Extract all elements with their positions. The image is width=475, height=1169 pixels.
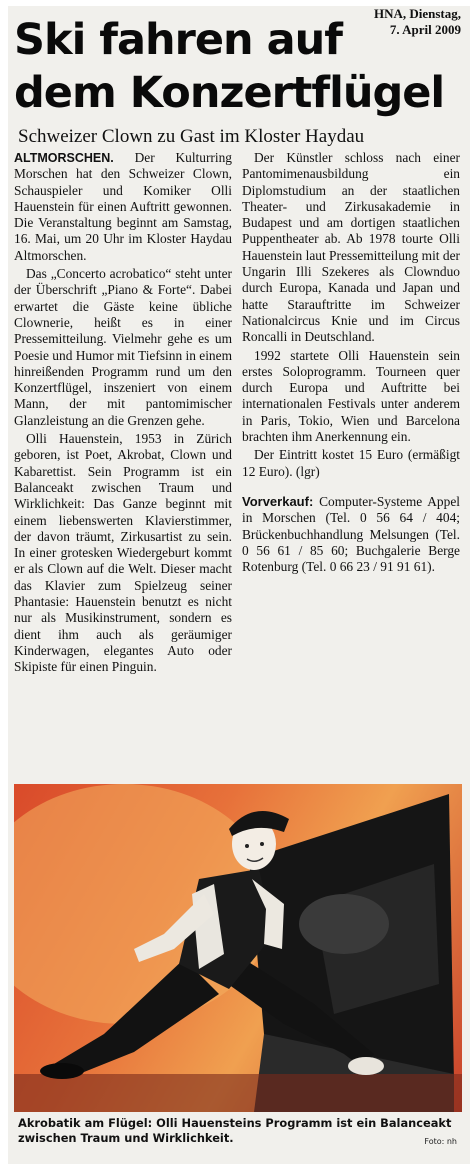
article-photo — [14, 784, 462, 1112]
article-column-right — [242, 150, 460, 780]
photo-credit: Foto: nh — [424, 1137, 457, 1146]
paragraph-4: Der Künstler schloss nach einer Pantomimenausbildung ein Diplomstudium an der staatlichen Theater- und Zirkusakademie in Budapest und am dortigen staatlichen Puppentheater ab. Ab 1978 tourte Olli Hauenstein laut Pressemitteilung mit der Ungarin Illi Szekeres als Clownduo durch Europa, Kanada und Japan und hatte Starauftritte im Schweizer Nationalcircus Knie und im Circus Roncalli in Deutschland. — [242, 150, 460, 345]
article-body — [14, 150, 460, 780]
paragraph-2: Das „Concerto acrobatico“ steht unter der Überschrift „Piano & Forte“. Dabei erwartet die Gäste keine übliche Clownerie, heißt es in einer Pressemitteilung. Vielmehr gehe es um Poesie und Humor mit Tiefsinn in einem hinreißenden Programm rund um den Konzertflügel, inszeniert von einem Mann, der mit pantomimischer Glanzleistung an die Grenzen gehe. — [14, 266, 232, 428]
paragraph-1 — [14, 150, 232, 264]
presale-info — [242, 494, 460, 575]
clown-on-piano-illustration — [14, 784, 462, 1112]
presale-label: Vorverkauf: — [242, 493, 314, 509]
dateline: ALTMORSCHEN. — [14, 151, 114, 165]
presale-text: Computer-Systeme Appel in Morschen (Tel. 0 56 64 / 404; Brückenbuchhandlung Melsungen (Tel. 0 56 61 / 85 60; Buchgalerie Berge Rotenburg (Tel. 0 66 23 / 91 91 61). — [242, 493, 460, 575]
paragraph-6: Der Eintritt kostet 15 Euro (ermäßigt 12 Euro). (lgr) — [242, 447, 460, 479]
paragraph-3: Olli Hauenstein, 1953 in Zürich geboren, ist Poet, Akrobat, Clown und Kabarettist. Sein Programm ist ein Balanceakt zwischen Traum und Wirklichkeit: Das Ganze beginnt mit einem liebenswerten Klavierstimmer, der davon träumt, Zirkusartist zu sein. In einer grotesken Wiedergeburt kommt er als Clown auf die Welt. Dieser macht das Klavier zum Spielzeug seiner Phantasie: Hauenstein benutzt es nicht nur als Musikinstrument, sondern es dient ihm auch als geräumiger Kinderwagen, elegantes Auto oder Skipiste für einen Pinguin. — [14, 431, 232, 675]
headline-line-2: dem Konzertflügel — [14, 68, 445, 118]
headline — [14, 14, 454, 120]
subheadline: Schweizer Clown zu Gast im Kloster Haydau — [18, 126, 365, 147]
headline-line-1: Ski fahren auf — [14, 15, 342, 65]
source-publication: HNA, Dienstag, — [373, 6, 461, 21]
paragraph-5: 1992 startete Olli Hauenstein sein erstes Soloprogramm. Tourneen quer durch Europa und Auftritte bei internationalen Festivals unter anderem in Paris, Tokio, Wien und Barcelona brachten ihm Anerkennung ein. — [242, 347, 460, 445]
paragraph-1-text: Der Kulturring Morschen hat den Schweizer Clown, Schauspieler und Komiker Olli Hauenstein für einen Auftritt gewonnen. Die Veranstaltung beginnt am Samstag, 16. Mai, um 20 Uhr im Kloster Haydau Altmorschen. — [14, 150, 232, 263]
article-column-left — [14, 150, 232, 780]
photo-caption: Akrobatik am Flügel: Olli Hauensteins Programm ist ein Balanceakt zwischen Traum und Wirklichkeit. — [18, 1116, 452, 1145]
source-date: 7. April 2009 — [389, 22, 461, 37]
